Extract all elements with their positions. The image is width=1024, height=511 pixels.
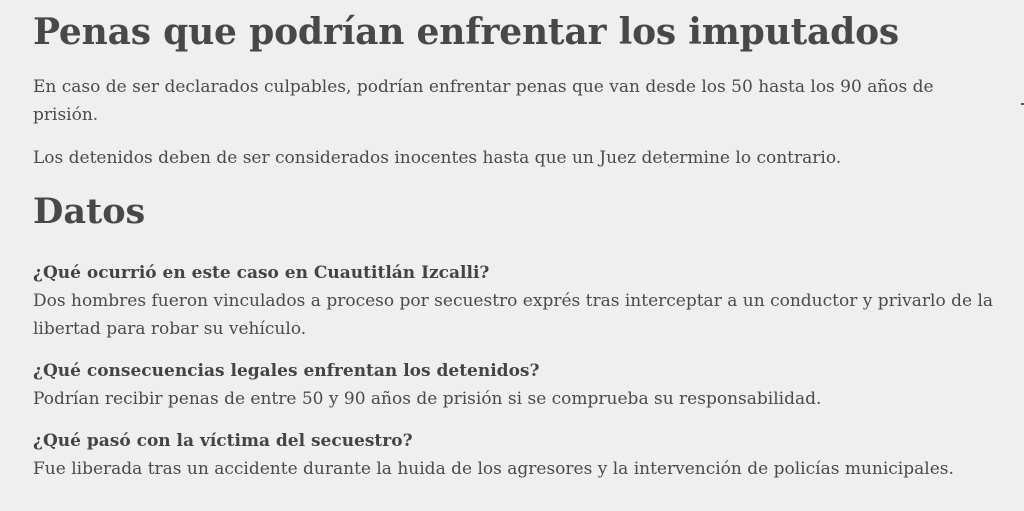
section-heading-penas: Penas que podrían enfrentar los imputados bbox=[33, 11, 899, 53]
section-heading-datos: Datos bbox=[33, 191, 146, 233]
faq-answer: Dos hombres fueron vinculados a proceso por secuestro exprés tras interceptar a un conductor y privarlo de la libertad para robar su vehículo. bbox=[33, 290, 994, 339]
faq-item bbox=[33, 259, 1003, 343]
paragraph-penas: En caso de ser declarados culpables, podrían enfrentar penas que van desde los 50 hasta los 90 años de prisión. bbox=[33, 77, 934, 126]
faq-answer: Fue liberada tras un accidente durante la huida de los agresores y la intervención de policías municipales. bbox=[33, 458, 954, 479]
faq-question: ¿Qué consecuencias legales enfrentan los detenidos? bbox=[33, 360, 540, 381]
faq-question: ¿Qué ocurrió en este caso en Cuautitlán Izcalli? bbox=[33, 262, 490, 283]
faq-item bbox=[33, 427, 1003, 483]
faq-list bbox=[33, 259, 1003, 483]
faq-question: ¿Qué pasó con la víctima del secuestro? bbox=[33, 430, 413, 451]
paragraph-inocencia: Los detenidos deben de ser considerados inocentes hasta que un Juez determine lo contrario. bbox=[33, 148, 842, 169]
article-body bbox=[33, 0, 1003, 497]
faq-item bbox=[33, 357, 1003, 413]
faq-answer: Podrían recibir penas de entre 50 y 90 años de prisión si se comprueba su responsabilidad. bbox=[33, 388, 822, 409]
